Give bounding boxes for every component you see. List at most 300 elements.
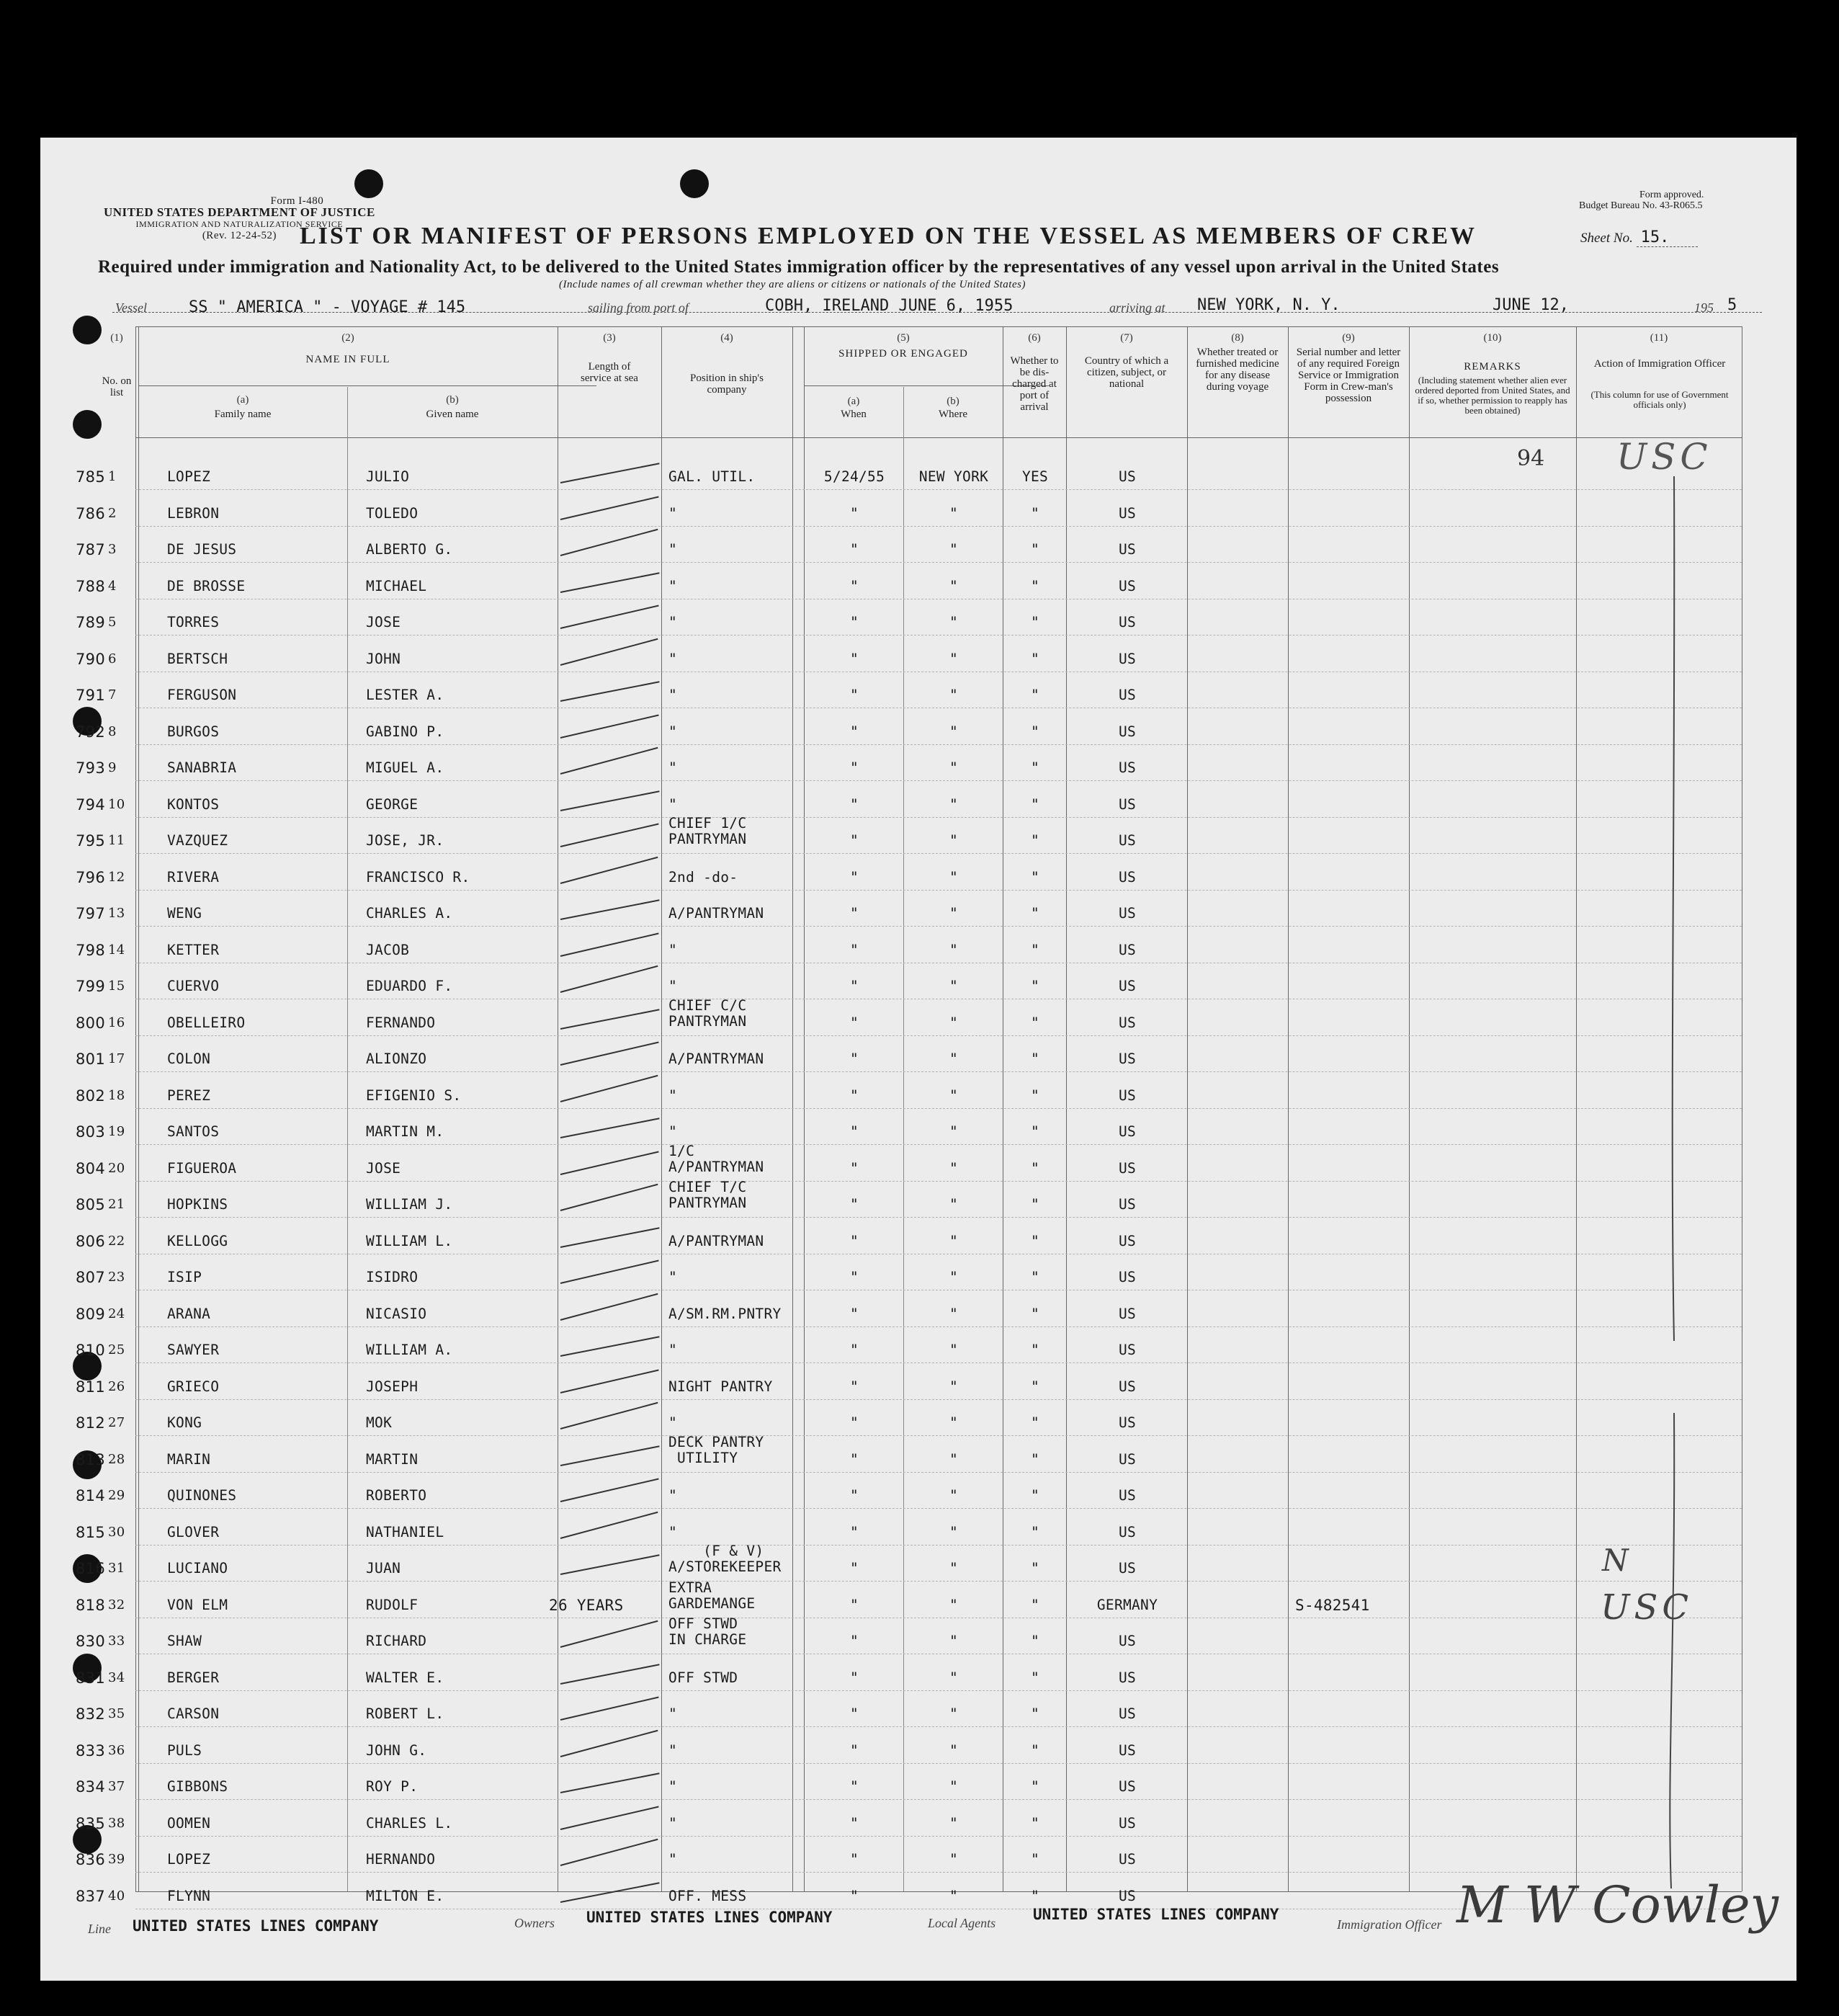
table-row — [135, 1726, 1742, 1727]
service-slash-mark — [560, 1009, 660, 1030]
row-number: 14 — [108, 942, 125, 958]
country: US — [1118, 1523, 1137, 1540]
country: US — [1118, 1159, 1137, 1177]
col4-header: Position in ship's company — [690, 373, 764, 396]
service-slash-mark — [560, 496, 659, 519]
position: " — [668, 1851, 678, 1868]
row-list-id: 806 — [76, 1232, 105, 1250]
service-slash-mark — [560, 899, 660, 920]
remark-number: 94 — [1517, 446, 1545, 471]
family-name: COLON — [167, 1051, 211, 1067]
family-name: ISIP — [167, 1269, 202, 1285]
col2-header: NAME IN FULL — [305, 354, 390, 365]
table-row — [135, 890, 1742, 891]
position: DECK PANTRY UTILITY — [668, 1433, 764, 1466]
shipped-where: " — [949, 1814, 959, 1832]
shipped-when: " — [849, 614, 859, 630]
family-name: OOMEN — [167, 1814, 211, 1832]
country: US — [1118, 577, 1137, 594]
shipped-where: " — [949, 1560, 959, 1576]
row-number: 27 — [108, 1415, 125, 1430]
row-number: 28 — [108, 1451, 125, 1467]
vessel-label: Vessel — [115, 300, 147, 315]
arriving-label: arriving at — [1109, 300, 1165, 315]
family-name: CUERVO — [167, 978, 220, 994]
family-name: SAWYER — [167, 1342, 220, 1358]
family-name: QUINONES — [167, 1487, 237, 1504]
row-number: 33 — [108, 1633, 125, 1649]
shipped-where: " — [949, 1778, 959, 1795]
position: " — [668, 723, 678, 740]
col5b-header: Where — [939, 409, 967, 420]
position: CHIEF 1/C PANTRYMAN — [668, 815, 747, 847]
row-list-id: 785 — [76, 468, 105, 486]
row-list-id: 786 — [76, 504, 105, 522]
shipped-when: " — [849, 1596, 859, 1613]
approval-text: Form approved. — [1639, 189, 1704, 200]
row-number: 21 — [108, 1197, 125, 1212]
service-slash-mark — [560, 965, 658, 993]
action-stamp-2: USC — [1601, 1587, 1693, 1628]
col-rule — [138, 326, 139, 1891]
sheet-number — [1580, 228, 1698, 246]
include-note: (Include names of all crewman whether they are aliens or citizens or nationals of the United States) — [559, 279, 1026, 290]
shipped-when: " — [849, 941, 859, 958]
family-name: SANTOS — [167, 1123, 220, 1140]
shipped-when: " — [849, 1342, 859, 1358]
shipped-when: " — [849, 1487, 859, 1504]
given-name: WILLIAM A. — [366, 1342, 453, 1358]
row-number: 25 — [108, 1342, 125, 1357]
service-slash-mark — [560, 572, 660, 593]
row-list-id: 811 — [76, 1378, 105, 1396]
row-number: 6 — [108, 651, 117, 666]
col9-header: Serial number and letter of any required Foreign Service or Immigration Form in Crew-man's possession — [1296, 347, 1401, 404]
service-slash-mark — [560, 1772, 660, 1793]
given-name: JOSE, JR. — [366, 832, 444, 849]
discharged: " — [1030, 650, 1040, 667]
shipped-where: " — [949, 1487, 959, 1504]
given-name: LESTER A. — [366, 687, 444, 703]
shipped-where: " — [949, 1087, 959, 1104]
col6-number: (6) — [1028, 332, 1041, 344]
year-prefix: 195 — [1694, 300, 1714, 315]
shipped-when: " — [849, 723, 859, 740]
given-name: NICASIO — [366, 1305, 427, 1322]
punch-hole — [73, 410, 102, 439]
shipped-when: 5/24/55 — [823, 468, 885, 485]
row-number: 9 — [108, 760, 117, 775]
discharged: " — [1030, 941, 1040, 958]
given-name: JOSEPH — [366, 1378, 419, 1395]
given-name: ROBERT L. — [366, 1705, 444, 1722]
row-list-id: 805 — [76, 1196, 105, 1213]
service-slash-mark — [560, 1697, 659, 1721]
country: US — [1118, 1196, 1137, 1213]
family-name: GRIECO — [167, 1378, 220, 1395]
col1-header: No. on list — [102, 375, 132, 398]
discharged: " — [1030, 1414, 1040, 1431]
position: OFF. MESS — [668, 1887, 747, 1904]
col5a-header: When — [841, 409, 867, 420]
position: " — [668, 577, 678, 594]
position: 1/C A/PANTRYMAN — [668, 1142, 764, 1175]
col5-number: (5) — [897, 332, 910, 344]
country: US — [1118, 468, 1137, 485]
family-name: FIGUEROA — [167, 1159, 237, 1177]
col-rule — [1187, 326, 1188, 1891]
shipped-when: " — [849, 1051, 859, 1067]
family-name: LEBRON — [167, 504, 220, 522]
row-number: 24 — [108, 1306, 125, 1321]
shipped-when: " — [849, 1196, 859, 1213]
service-slash-mark — [560, 1184, 658, 1211]
shipped-when: " — [849, 1414, 859, 1431]
col2b-letter: (b) — [446, 394, 459, 406]
shipped-when: " — [849, 650, 859, 667]
form-revision: (Rev. 12-24-52) — [202, 230, 277, 241]
row-number: 10 — [108, 796, 125, 812]
shipped-where: " — [949, 868, 959, 886]
family-name: DE JESUS — [167, 541, 237, 558]
row-number: 37 — [108, 1779, 125, 1794]
service-slash-mark — [560, 1882, 660, 1903]
table-row — [135, 853, 1742, 854]
year-suffix: 5 — [1727, 296, 1737, 314]
col11-number: (11) — [1650, 332, 1668, 344]
row-number: 15 — [108, 978, 125, 994]
col-rule — [903, 387, 904, 1891]
service-slash-mark — [560, 605, 659, 629]
row-number: 3 — [108, 542, 117, 557]
service-slash-mark — [560, 638, 658, 665]
position: 2nd -do- — [668, 868, 738, 886]
row-number: 40 — [108, 1888, 125, 1904]
shipped-when: " — [849, 1232, 859, 1249]
shipped-where: " — [949, 905, 959, 922]
shipped-when: " — [849, 1778, 859, 1795]
position: " — [668, 1705, 678, 1722]
position: " — [668, 504, 678, 522]
shipped-where: " — [949, 1232, 959, 1249]
length-of-service: 26 YEARS — [549, 1596, 624, 1614]
shipped-when: " — [849, 504, 859, 522]
family-name: FERGUSON — [167, 687, 237, 703]
discharged: " — [1030, 1123, 1040, 1140]
position: " — [668, 1778, 678, 1795]
family-name: MARIN — [167, 1450, 211, 1468]
col-rule — [1576, 326, 1577, 1891]
service-slash-mark — [560, 714, 659, 738]
position: " — [668, 1414, 678, 1431]
service-slash-mark — [560, 1369, 659, 1393]
table-row — [135, 562, 1742, 563]
sheet-value: 15. — [1637, 228, 1699, 247]
shipped-where: " — [949, 832, 959, 849]
shipped-where: " — [949, 1633, 959, 1649]
shipped-when: " — [849, 1123, 859, 1140]
col11-header: Action of Immigration Officer — [1593, 358, 1726, 370]
service-slash-mark — [560, 747, 658, 775]
col-rule — [135, 326, 136, 1891]
family-name: VON ELM — [167, 1596, 228, 1613]
position: CHIEF C/C PANTRYMAN — [668, 996, 747, 1030]
given-name: JOSE — [366, 614, 401, 630]
row-list-id: 795 — [76, 832, 105, 849]
shipped-when: " — [849, 1269, 859, 1285]
owners-label: Owners — [514, 1916, 555, 1930]
manifest-page — [40, 138, 1797, 1981]
service-slash-mark — [560, 1151, 659, 1174]
col1-number: (1) — [110, 332, 123, 344]
country: US — [1118, 1305, 1137, 1322]
shipped-where: " — [949, 978, 959, 994]
position: " — [668, 1523, 678, 1540]
table-row — [135, 1872, 1742, 1873]
shipped-where: " — [949, 1159, 959, 1177]
given-name: MILTON E. — [366, 1887, 444, 1904]
shipped-where: " — [949, 687, 959, 703]
table-row — [135, 1472, 1742, 1473]
row-number: 34 — [108, 1669, 125, 1685]
given-name: ROY P. — [366, 1778, 419, 1795]
position: OFF STWD IN CHARGE — [668, 1615, 747, 1648]
discharged: " — [1030, 1778, 1040, 1795]
given-name: ISIDRO — [366, 1269, 419, 1285]
table-row — [135, 489, 1742, 490]
row-number: 1 — [108, 469, 117, 484]
family-name: GLOVER — [167, 1523, 220, 1540]
discharged: " — [1030, 1669, 1040, 1686]
discharged: " — [1030, 1596, 1040, 1613]
service-slash-mark — [560, 1445, 660, 1466]
country: US — [1118, 905, 1137, 922]
col-rule — [1288, 326, 1289, 1891]
shipped-when: " — [849, 759, 859, 776]
row-list-id: 809 — [76, 1305, 105, 1323]
service-slash-mark — [560, 1402, 658, 1430]
col11-note: (This column for use of Government officials only) — [1590, 389, 1729, 410]
service-slash-mark — [560, 1478, 659, 1502]
discharged: " — [1030, 832, 1040, 849]
row-number: 19 — [108, 1124, 125, 1139]
given-name: EFIGENIO S. — [366, 1087, 462, 1104]
row-number: 39 — [108, 1852, 125, 1867]
country: US — [1118, 1560, 1137, 1576]
shipped-when: " — [849, 1669, 859, 1686]
row-list-id: 834 — [76, 1778, 105, 1796]
punch-hole — [680, 169, 709, 198]
given-name: JACOB — [366, 941, 410, 958]
country: US — [1118, 1778, 1137, 1795]
discharged: " — [1030, 1051, 1040, 1067]
discharged: " — [1030, 759, 1040, 776]
country: US — [1118, 1014, 1137, 1031]
sailing-label: sailing from port of — [588, 300, 689, 315]
family-name: CARSON — [167, 1705, 220, 1722]
row-list-id: 802 — [76, 1087, 105, 1105]
table-row — [135, 817, 1742, 818]
col7-header: Country of which a citizen, subject, or national — [1084, 355, 1169, 390]
family-name: GIBBONS — [167, 1778, 228, 1795]
discharged: " — [1030, 1269, 1040, 1285]
row-number: 17 — [108, 1051, 125, 1066]
country: US — [1118, 1814, 1137, 1832]
given-name: GABINO P. — [366, 723, 444, 740]
position: " — [668, 614, 678, 630]
shipped-where: " — [949, 1051, 959, 1067]
country: US — [1118, 1450, 1137, 1468]
given-name: CHARLES A. — [366, 905, 453, 922]
shipped-where: " — [949, 1596, 959, 1613]
shipped-where: " — [949, 1196, 959, 1213]
row-list-id: 814 — [76, 1487, 105, 1504]
row-list-id: 790 — [76, 650, 105, 668]
country: US — [1118, 1414, 1137, 1431]
col10-note: (Including statement whether alien ever ordered deported from United States, and if so, whether permission to reapply has been obtained) — [1415, 375, 1570, 416]
row-list-id: 831 — [76, 1669, 105, 1687]
discharged: " — [1030, 1633, 1040, 1649]
table-row — [135, 1763, 1742, 1764]
shipped-when: " — [849, 687, 859, 703]
discharged: " — [1030, 1887, 1040, 1904]
requirement-text: Required under immigration and Nationality Act, to be delivered to the United States immigration officer by the representatives of any vessel upon arrival in the United States — [98, 257, 1500, 277]
family-name: SANABRIA — [167, 759, 237, 776]
family-name: LOPEZ — [167, 1851, 211, 1868]
arrival-date-value: JUNE 12, — [1493, 296, 1569, 314]
shipped-when: " — [849, 1851, 859, 1868]
col-rule — [661, 326, 662, 1891]
discharged: " — [1030, 723, 1040, 740]
row-number: 22 — [108, 1233, 125, 1249]
discharged: " — [1030, 1196, 1040, 1213]
discharged: " — [1030, 1814, 1040, 1832]
col3-header: Length of service at sea — [581, 361, 638, 384]
country: US — [1118, 1051, 1137, 1067]
family-name: BERTSCH — [167, 650, 228, 667]
given-name: ALIONZO — [366, 1051, 427, 1067]
row-number: 30 — [108, 1524, 125, 1540]
position: GAL. UTIL. — [668, 468, 756, 485]
sailing-port-value: COBH, IRELAND JUNE 6, 1955 — [765, 297, 1014, 315]
position: " — [668, 941, 678, 958]
col3-number: (3) — [603, 332, 616, 344]
position: " — [668, 687, 678, 703]
row-number: 38 — [108, 1815, 125, 1831]
country: GERMANY — [1096, 1596, 1158, 1613]
table-row — [135, 1690, 1742, 1691]
position: " — [668, 1269, 678, 1285]
row-list-id: 801 — [76, 1051, 105, 1068]
line-label: Line — [88, 1922, 112, 1936]
service-slash-mark — [560, 681, 660, 702]
family-name: FLYNN — [167, 1887, 211, 1904]
row-list-id: 794 — [76, 795, 105, 813]
family-name: SHAW — [167, 1633, 202, 1649]
budget-number: Budget Bureau No. 43-R065.5 — [1579, 200, 1703, 211]
shipped-when: " — [849, 1450, 859, 1468]
discharged: " — [1030, 504, 1040, 522]
punch-hole — [73, 316, 102, 344]
given-name: MOK — [366, 1414, 393, 1431]
country: US — [1118, 1487, 1137, 1504]
country: US — [1118, 1887, 1137, 1904]
family-name: DE BROSSE — [167, 577, 246, 594]
row-number: 2 — [108, 505, 117, 521]
shipped-where: " — [949, 1450, 959, 1468]
service-slash-mark — [560, 824, 659, 847]
given-name: RUDOLF — [366, 1596, 419, 1613]
family-name: KONG — [167, 1414, 202, 1431]
row-list-id: 804 — [76, 1159, 105, 1177]
col10-header: REMARKS — [1464, 361, 1521, 373]
shipped-when: " — [849, 1741, 859, 1759]
col2-number: (2) — [341, 332, 354, 344]
vessel-value: SS " AMERICA " - VOYAGE # 145 — [189, 298, 466, 316]
page-title: LIST OR MANIFEST OF PERSONS EMPLOYED ON THE VESSEL AS MEMBERS OF CREW — [300, 223, 1477, 249]
table-row — [135, 1362, 1742, 1363]
service-slash-mark — [560, 463, 660, 483]
shipped-where: " — [949, 1669, 959, 1686]
col5a-letter: (a) — [847, 396, 860, 407]
given-name: GEORGE — [366, 795, 419, 813]
row-list-id: 836 — [76, 1851, 105, 1868]
row-list-id: 810 — [76, 1342, 105, 1359]
shipped-when: " — [849, 1159, 859, 1177]
country: US — [1118, 504, 1137, 522]
given-name: JULIO — [366, 468, 410, 485]
shipped-when: " — [849, 1705, 859, 1722]
discharged: YES — [1021, 468, 1049, 485]
col-rule — [1066, 326, 1067, 1891]
shipped-where: " — [949, 1705, 959, 1722]
row-number: 7 — [108, 687, 117, 703]
discharged: " — [1030, 1305, 1040, 1322]
service-slash-mark — [560, 1227, 660, 1248]
given-name: FERNANDO — [366, 1014, 436, 1031]
shipped-where: " — [949, 759, 959, 776]
service-slash-mark — [560, 1260, 659, 1284]
col8-number: (8) — [1231, 332, 1244, 344]
form-number: Form I-480 — [270, 195, 324, 207]
row-list-id: 813 — [76, 1450, 105, 1468]
table-row — [135, 1508, 1742, 1509]
service-slash-mark — [560, 790, 660, 811]
row-list-id: 797 — [76, 905, 105, 922]
col5-header: SHIPPED OR ENGAGED — [838, 348, 968, 360]
discharged: " — [1030, 1159, 1040, 1177]
family-name: TORRES — [167, 614, 220, 630]
country: US — [1118, 832, 1137, 849]
row-list-id: 800 — [76, 1014, 105, 1032]
shipped-where: " — [949, 1014, 959, 1031]
col9-number: (9) — [1342, 332, 1355, 344]
officer-signature: M W Cowley — [1457, 1875, 1779, 1935]
family-name: OBELLEIRO — [167, 1014, 246, 1031]
table-row — [135, 1581, 1742, 1582]
punch-hole — [354, 169, 383, 198]
given-name: WALTER E. — [366, 1669, 444, 1686]
budget-approval — [1579, 189, 1704, 211]
shipped-when: " — [849, 1305, 859, 1322]
service-slash-mark — [560, 1806, 659, 1829]
row-number: 4 — [108, 578, 117, 594]
given-name: MARTIN M. — [366, 1123, 444, 1140]
table-row — [135, 1326, 1742, 1327]
row-list-id: 830 — [76, 1633, 105, 1650]
shipped-when: " — [849, 832, 859, 849]
given-name: MICHAEL — [366, 577, 427, 594]
